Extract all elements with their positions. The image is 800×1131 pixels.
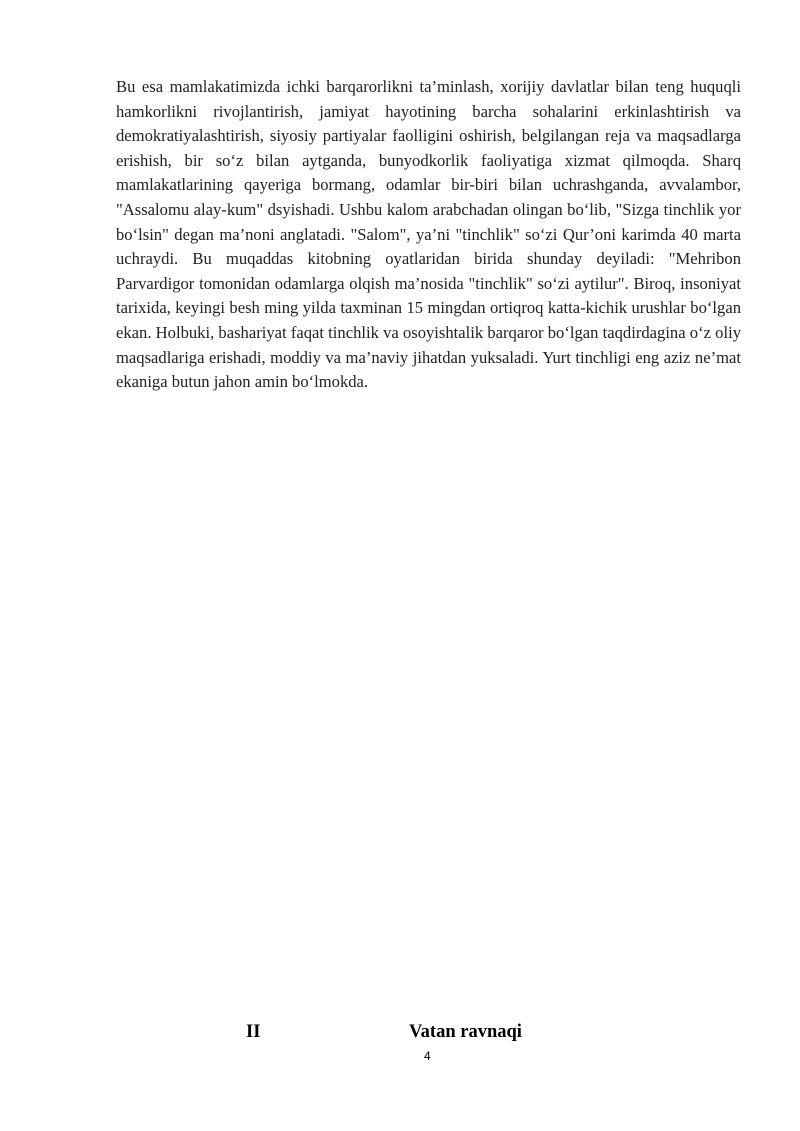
section-title: Vatan ravnaqi bbox=[409, 1022, 522, 1042]
section-number: II bbox=[246, 1022, 261, 1042]
page-number: 4 bbox=[424, 1049, 431, 1063]
body-paragraph: Bu esa mamlakatimizda ichki barqarorlikni ta’minlash, xorijiy davlatlar bilan teng huquqli hamkorlikni rivojlantirish, jamiyat hayotining barcha sohalarini erkinlashtirish va demokratiyalashtirish, siyosiy partiyalar faolligini oshirish, belgilangan reja va maqsadlarga erishish, bir so‘z bilan aytganda, bunyodkorlik faoliyatiga xizmat qilmoqda. Sharq mamlakatlarining qayeriga bormang, odamlar bir-biri bilan uchrashganda, avvalambor, "Assalomu alay-kum" dsyishadi. Ushbu kalom arabchadan olingan bo‘lib, "Sizga tinchlik yor bo‘lsin" degan ma’noni anglatadi. "Salom", ya’ni "tinchlik" so‘zi Qur’oni karimda 40 marta uchraydi. Bu muqaddas kitobning oyatlaridan birida shunday deyiladi: "Mehribon Parvardigor tomonidan odamlarga olqish ma’nosida "tinchlik" so‘zi aytilur". Biroq, insoniyat tarixida, keyingi besh ming yilda taxminan 15 mingdan ortiqroq katta-kichik urushlar bo‘lgan ekan. Holbuki, bashariyat faqat tinchlik va osoyishtalik barqaror bo‘lgan taqdirdagina o‘z oliy maqsadlariga erishadi, moddiy va ma’naviy jihatdan yuksaladi. Yurt tinchligi eng aziz ne’mat ekaniga butun jahon amin bo‘lmokda. bbox=[116, 77, 741, 392]
